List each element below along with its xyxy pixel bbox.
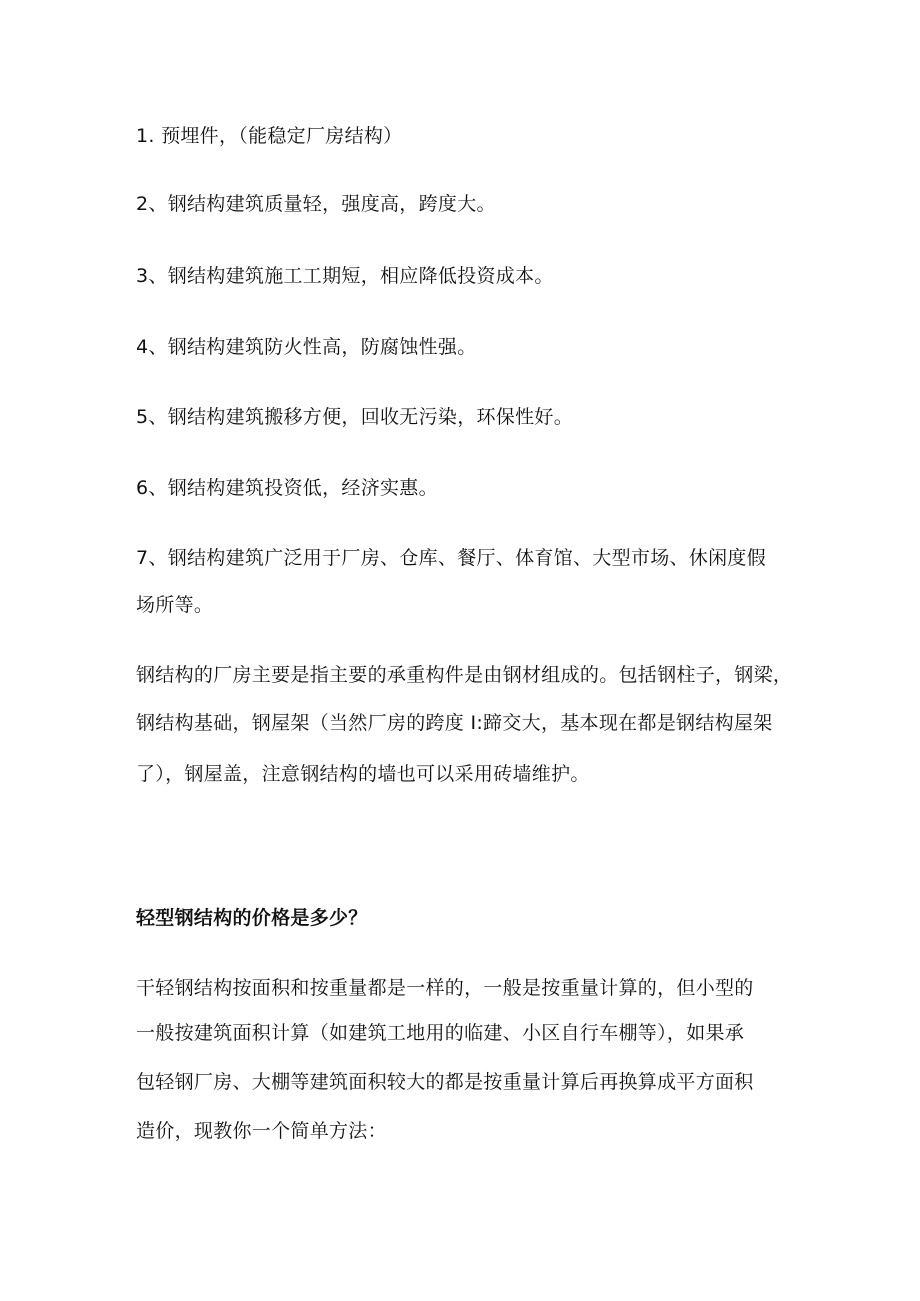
list-item-6: 6、钢结构建筑投资低，经济实惠。 <box>136 477 438 499</box>
list-item-7: 7、钢结构建筑广泛用于厂房、仓库、餐厅、体育馆、大型市场、休闲度假 <box>136 547 766 569</box>
list-item-2: 2、钢结构建筑质量轻，强度高，跨度大。 <box>136 193 496 215</box>
list-item-4: 4、钢结构建筑防火性高，防腐蚀性强。 <box>136 336 477 358</box>
document-page <box>136 0 796 1301</box>
list-item-3: 3、钢结构建筑施工工期短，相应降低投资成本。 <box>136 265 554 287</box>
list-item-1: 1. 预埋件，（能稳定厂房结构） <box>136 125 403 147</box>
paragraph-2-line-4: 造价，现教你一个简单方法： <box>136 1120 387 1142</box>
paragraph-1-line-3: 了），钢屋盖，注意钢结构的墙也可以采用砖墙维护。 <box>136 763 590 785</box>
paragraph-1-line-2: 钢结构基础，钢屋架（当然厂房的跨度 I:蹄交大，基本现在都是钢结构屋架 <box>136 712 773 734</box>
paragraph-2-line-3: 包轻钢厂房、大棚等建筑面积较大的都是按重量计算后再换算成平方面积 <box>136 1071 754 1093</box>
paragraph-2-line-2: 一般按建筑面积计算（如建筑工地用的临建、小区自行车棚等），如果承 <box>136 1022 745 1044</box>
list-item-5: 5、钢结构建筑搬移方便，回收无污染，环保性好。 <box>136 406 573 428</box>
paragraph-1-line-1: 钢结构的厂房主要是指主要的承重构件是由钢材组成的。包括钢柱子，钢梁， <box>136 664 793 686</box>
list-item-7-continuation: 场所等。 <box>136 594 214 616</box>
paragraph-2-line-1: 干轻钢结构按面积和按重量都是一样的，一般是按重量计算的，但小型的 <box>136 977 754 999</box>
section-heading: 轻型钢结构的价格是多少？ <box>136 907 368 929</box>
